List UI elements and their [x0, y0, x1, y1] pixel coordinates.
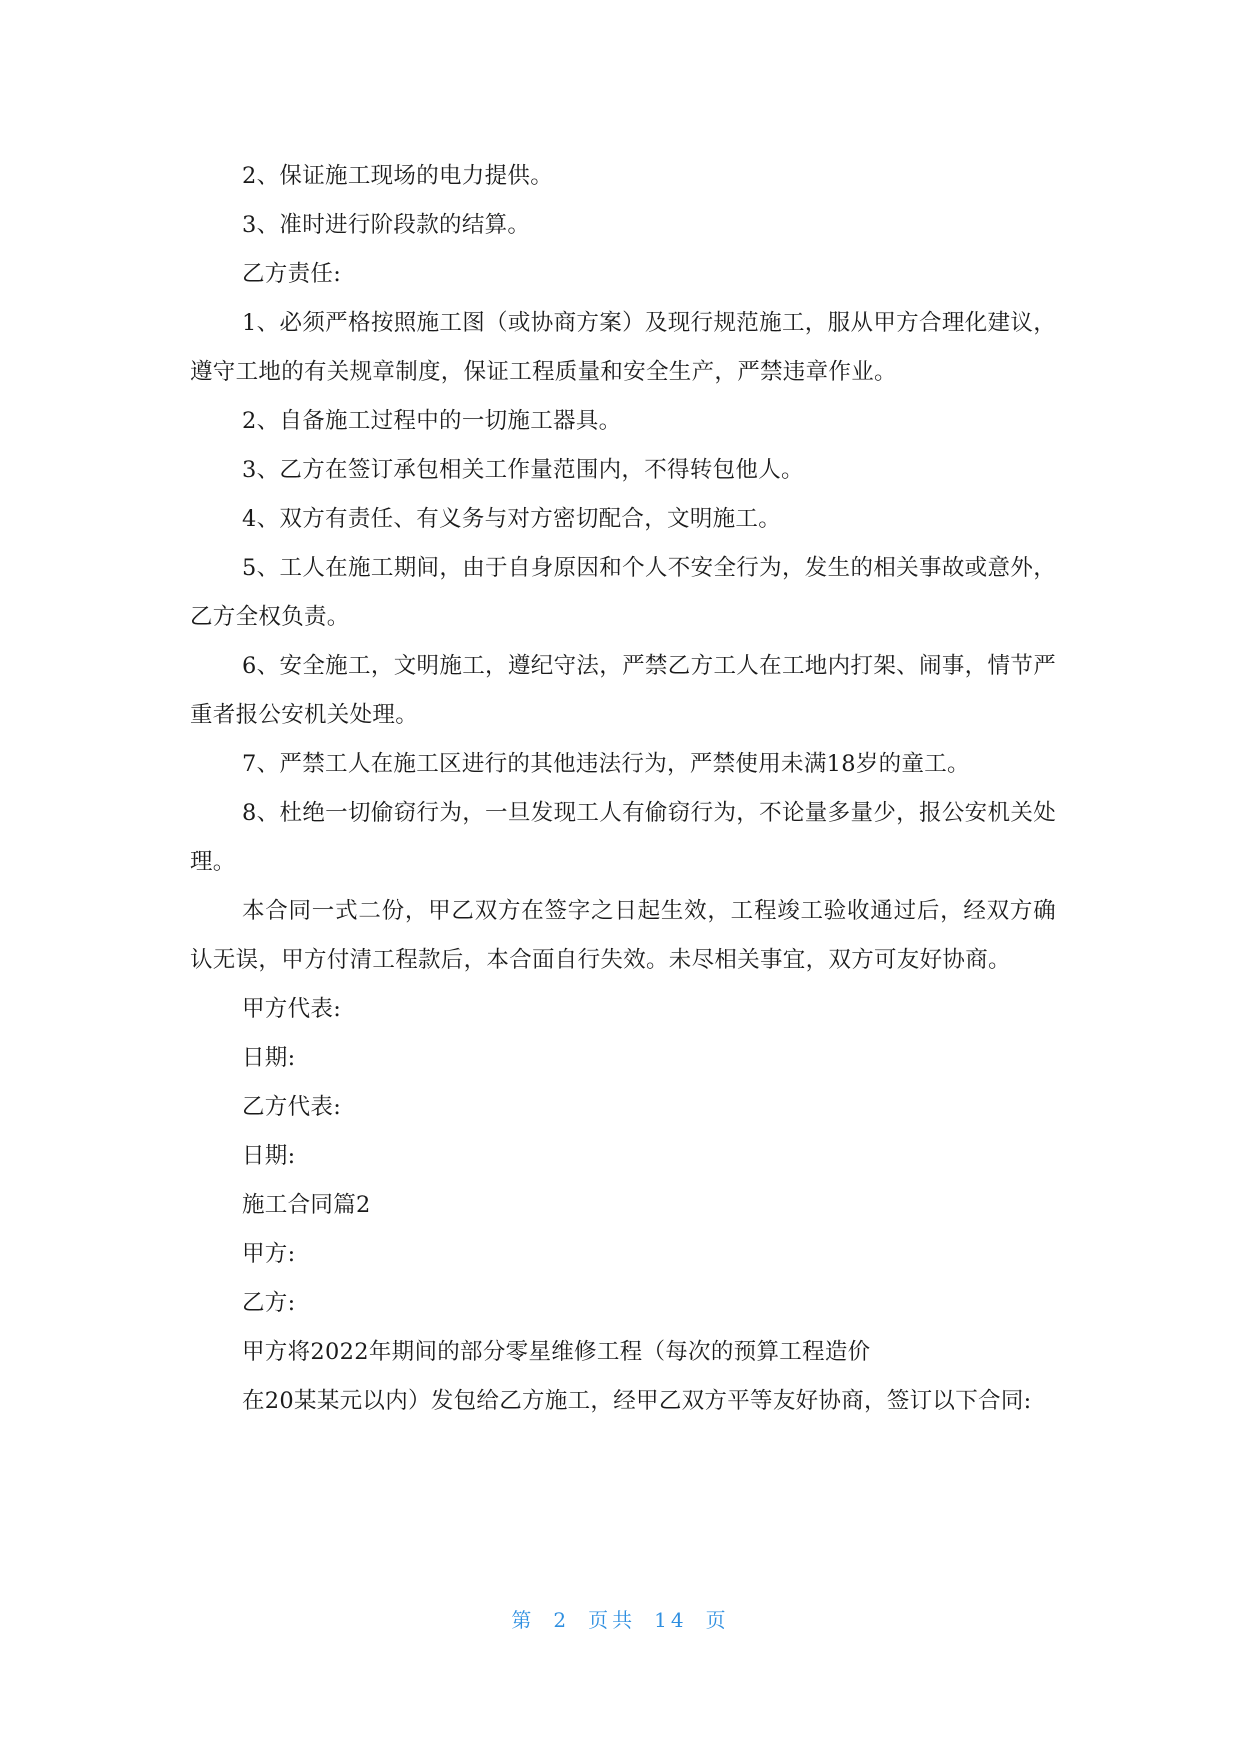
total-pages-number: 14 — [654, 1608, 688, 1632]
section-title: 施工合同篇2 — [242, 1192, 371, 1218]
paragraph: 2、自备施工过程中的一切施工器具。 — [242, 408, 622, 434]
paragraph: 2、保证施工现场的电力提供。 — [242, 163, 554, 189]
paragraph: 在20某某元以内）发包给乙方施工，经甲乙双方平等友好协商，签订以下合同: — [242, 1388, 1032, 1414]
paragraph: 7、严禁工人在施工区进行的其他违法行为，严禁使用未满18岁的童工。 — [242, 751, 970, 777]
date-label: 日期: — [242, 1045, 296, 1071]
paragraph: 5、工人在施工期间，由于自身原因和个人不安全行为，发生的相关事故或意外，乙方全权负责。 — [190, 555, 1056, 630]
page-footer — [0, 1604, 1241, 1633]
paragraph: 4、双方有责任、有义务与对方密切配合，文明施工。 — [242, 506, 782, 532]
signature-label: 乙方代表: — [242, 1094, 342, 1120]
paragraph: 甲方将2022年期间的部分零星维修工程（每次的预算工程造价 — [242, 1339, 871, 1365]
paragraph: 本合同一式二份，甲乙双方在签字之日起生效，工程竣工验收通过后，经双方确认无误，甲方付清工程款后，本合面自行失效。未尽相关事宜，双方可友好协商。 — [190, 898, 1056, 973]
date-label: 日期: — [242, 1143, 296, 1169]
footer-prefix: 第 — [511, 1608, 536, 1632]
section-heading: 乙方责任: — [242, 261, 342, 287]
paragraph: 3、准时进行阶段款的结算。 — [242, 212, 531, 238]
signature-label: 甲方代表: — [242, 996, 342, 1022]
footer-middle: 页共 — [588, 1608, 637, 1632]
party-label: 乙方: — [242, 1290, 296, 1316]
paragraph: 3、乙方在签订承包相关工作量范围内，不得转包他人。 — [242, 457, 804, 483]
paragraph: 6、安全施工，文明施工，遵纪守法，严禁乙方工人在工地内打架、闹事，情节严重者报公安机关处理。 — [190, 653, 1056, 728]
paragraph: 8、杜绝一切偷窃行为，一旦发现工人有偷窃行为，不论量多量少，报公安机关处理。 — [190, 800, 1056, 875]
paragraph: 1、必须严格按照施工图（或协商方案）及现行规范施工，服从甲方合理化建议，遵守工地的有关规章制度，保证工程质量和安全生产，严禁违章作业。 — [190, 310, 1056, 385]
current-page-number: 2 — [553, 1608, 571, 1632]
document-body — [190, 152, 1056, 1426]
footer-suffix: 页 — [705, 1608, 730, 1632]
party-label: 甲方: — [242, 1241, 296, 1267]
